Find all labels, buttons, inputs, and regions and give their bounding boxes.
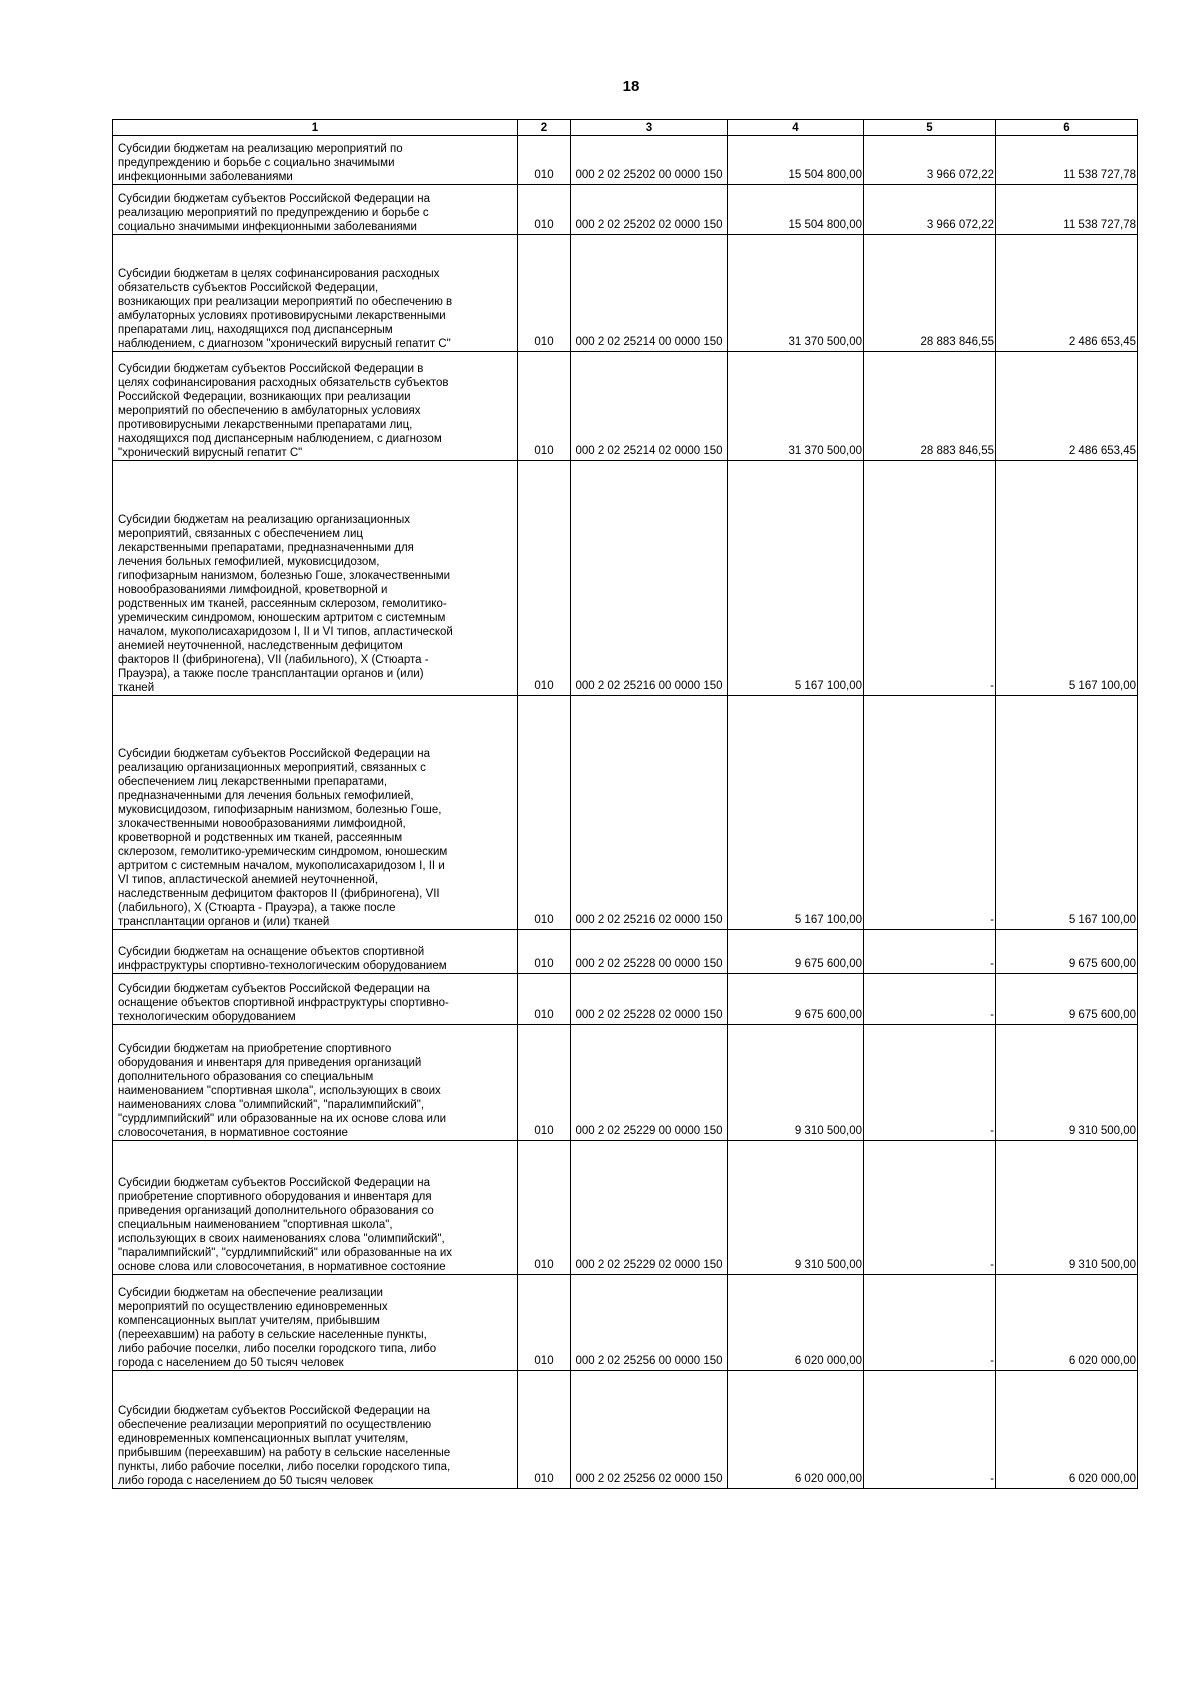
row-code: 010 (518, 974, 571, 1025)
row-code: 010 (518, 235, 571, 352)
row-kbk: 000 2 02 25214 00 0000 150 (571, 235, 728, 352)
row-col6: 11 538 727,78 (996, 136, 1138, 185)
row-name: Субсидии бюджетам субъектов Российской Федерации на обеспечение реализации мероприятий по осуществлению единовременных компенсационных выплат учителям, прибывшим (переехавшим) на работу в сельские населенные пункты, либо рабочие поселки, либо поселки городского типа, либо города с населением до 50 тысяч человек (113, 1371, 518, 1489)
row-col4: 6 020 000,00 (728, 1371, 864, 1489)
column-header: 4 (728, 120, 864, 136)
row-col6: 5 167 100,00 (996, 696, 1138, 930)
row-col5: 28 883 846,55 (864, 235, 996, 352)
row-col5: - (864, 974, 996, 1025)
row-col5: 28 883 846,55 (864, 352, 996, 461)
table-row (113, 461, 1138, 696)
table-header-row (113, 120, 1138, 136)
table-row (113, 352, 1138, 461)
row-code: 010 (518, 1275, 571, 1371)
column-header: 1 (113, 120, 518, 136)
row-col4: 5 167 100,00 (728, 461, 864, 696)
row-kbk: 000 2 02 25214 02 0000 150 (571, 352, 728, 461)
row-name: Субсидии бюджетам на обеспечение реализации мероприятий по осуществлению единовременных компенсационных выплат учителям, прибывшим (переехавшим) на работу в сельские населенные пункты, либо рабочие поселки, либо поселки городского типа, либо города с населением до 50 тысяч человек (113, 1275, 518, 1371)
row-col6: 6 020 000,00 (996, 1371, 1138, 1489)
row-name: Субсидии бюджетам на оснащение объектов спортивной инфраструктуры спортивно-технологическим оборудованием (113, 930, 518, 974)
row-col5: 3 966 072,22 (864, 136, 996, 185)
row-code: 010 (518, 1025, 571, 1141)
row-col6: 6 020 000,00 (996, 1275, 1138, 1371)
table-row (113, 696, 1138, 930)
row-col4: 6 020 000,00 (728, 1275, 864, 1371)
row-col4: 9 675 600,00 (728, 930, 864, 974)
row-code: 010 (518, 1371, 571, 1489)
row-col6: 9 310 500,00 (996, 1025, 1138, 1141)
page-number: 18 (622, 78, 640, 95)
column-header: 2 (518, 120, 571, 136)
row-code: 010 (518, 696, 571, 930)
row-name: Субсидии бюджетам субъектов Российской Федерации на реализацию мероприятий по предупреждению и борьбе с социально значимыми инфекционными заболеваниями (113, 185, 518, 235)
row-col5: - (864, 1275, 996, 1371)
row-code: 010 (518, 185, 571, 235)
row-kbk: 000 2 02 25228 02 0000 150 (571, 974, 728, 1025)
row-name: Субсидии бюджетам субъектов Российской Федерации на приобретение спортивного оборудования и инвентаря для приведения организаций дополнительного образования со специальным наименованием "спортивная школа", использующих в своих наименованиях слова "олимпийский", "паралимпийский", "сурдлимпийский" или образованные на их основе слова или словосочетания, в нормативное состояние (113, 1141, 518, 1275)
row-name: Субсидии бюджетам на реализацию организационных мероприятий, связанных с обеспечением лиц лекарственными препаратами, предназначенными для лечения больных гемофилией, муковисцидозом, гипофизарным нанизмом, болезнью Гоше, злокачественными новообразованиями лимфоидной, кроветворной и родственных им тканей, рассеянным склерозом, гемолитико- уремическим синдромом, юношеским артритом с системным началом, мукополисахаридозом I, II и VI типов, апластической анемией неуточненной, наследственным дефицитом факторов II (фибриногена), VII (лабильного), X (Стюарта - Прауэра), а также после трансплантации органов и (или) тканей (113, 461, 518, 696)
table-row (113, 1025, 1138, 1141)
row-name: Субсидии бюджетам субъектов Российской Федерации в целях софинансирования расходных обязательств субъектов Российской Федерации, возникающих при реализации мероприятий по обеспечению в амбулаторных условиях противовирусными лекарственными препаратами лиц, находящихся под диспансерным наблюдением, с диагнозом "хронический вирусный гепатит С" (113, 352, 518, 461)
row-code: 010 (518, 352, 571, 461)
row-col6: 11 538 727,78 (996, 185, 1138, 235)
row-col4: 15 504 800,00 (728, 185, 864, 235)
budget-table (112, 119, 1138, 1489)
row-kbk: 000 2 02 25228 00 0000 150 (571, 930, 728, 974)
row-col4: 9 310 500,00 (728, 1025, 864, 1141)
row-code: 010 (518, 1141, 571, 1275)
column-header: 6 (996, 120, 1138, 136)
row-name: Субсидии бюджетам на реализацию мероприятий по предупреждению и борьбе с социально значимыми инфекционными заболеваниями (113, 136, 518, 185)
table-row (113, 136, 1138, 185)
row-col4: 9 675 600,00 (728, 974, 864, 1025)
column-header: 5 (864, 120, 996, 136)
row-kbk: 000 2 02 25216 02 0000 150 (571, 696, 728, 930)
row-col6: 9 310 500,00 (996, 1141, 1138, 1275)
row-kbk: 000 2 02 25229 02 0000 150 (571, 1141, 728, 1275)
row-name: Субсидии бюджетам субъектов Российской Федерации на реализацию организационных мероприятий, связанных с обеспечением лиц лекарственными препаратами, предназначенными для лечения больных гемофилией, муковисцидозом, гипофизарным нанизмом, болезнью Гоше, злокачественными новообразованиями лимфоидной, кроветворной и родственных им тканей, рассеянным склерозом, гемолитико-уремическим синдромом, юношеским артритом с системным началом, мукополисахаридозом I, II и VI типов, апластической анемией неуточненной, наследственным дефицитом факторов II (фибриногена), VII (лабильного), X (Стюарта - Прауэра), а также после трансплантации органов и (или) тканей (113, 696, 518, 930)
row-col4: 9 310 500,00 (728, 1141, 864, 1275)
table-row (113, 1275, 1138, 1371)
table-row (113, 930, 1138, 974)
table-row (113, 185, 1138, 235)
row-col5: - (864, 930, 996, 974)
row-kbk: 000 2 02 25216 00 0000 150 (571, 461, 728, 696)
row-name: Субсидии бюджетам субъектов Российской Федерации на оснащение объектов спортивной инфраструктуры спортивно- технологическим оборудованием (113, 974, 518, 1025)
table-row (113, 1141, 1138, 1275)
row-kbk: 000 2 02 25229 00 0000 150 (571, 1025, 728, 1141)
row-name: Субсидии бюджетам на приобретение спортивного оборудования и инвентаря для приведения организаций дополнительного образования со специальным наименованием "спортивная школа", использующих в своих наименованиях слова "олимпийский", "паралимпийский", "сурдлимпийский" или образованные на их основе слова или словосочетания, в нормативное состояние (113, 1025, 518, 1141)
table-row (113, 974, 1138, 1025)
row-col6: 2 486 653,45 (996, 235, 1138, 352)
row-col5: - (864, 696, 996, 930)
row-kbk: 000 2 02 25202 02 0000 150 (571, 185, 728, 235)
row-kbk: 000 2 02 25256 00 0000 150 (571, 1275, 728, 1371)
row-col4: 31 370 500,00 (728, 352, 864, 461)
row-col5: - (864, 1141, 996, 1275)
table-row (113, 1371, 1138, 1489)
row-col6: 9 675 600,00 (996, 974, 1138, 1025)
row-col6: 9 675 600,00 (996, 930, 1138, 974)
row-col5: 3 966 072,22 (864, 185, 996, 235)
row-kbk: 000 2 02 25256 02 0000 150 (571, 1371, 728, 1489)
row-col5: - (864, 1371, 996, 1489)
row-col4: 15 504 800,00 (728, 136, 864, 185)
row-col4: 31 370 500,00 (728, 235, 864, 352)
row-code: 010 (518, 930, 571, 974)
row-col5: - (864, 1025, 996, 1141)
row-code: 010 (518, 461, 571, 696)
row-col4: 5 167 100,00 (728, 696, 864, 930)
table-row (113, 235, 1138, 352)
row-col5: - (864, 461, 996, 696)
column-header: 3 (571, 120, 728, 136)
row-kbk: 000 2 02 25202 00 0000 150 (571, 136, 728, 185)
row-code: 010 (518, 136, 571, 185)
row-col6: 5 167 100,00 (996, 461, 1138, 696)
row-col6: 2 486 653,45 (996, 352, 1138, 461)
row-name: Субсидии бюджетам в целях софинансирования расходных обязательств субъектов Российской Федерации, возникающих при реализации мероприятий по обеспечению в амбулаторных условиях противовирусными лекарственными препаратами лиц, находящихся под диспансерным наблюдением, с диагнозом "хронический вирусный гепатит С" (113, 235, 518, 352)
